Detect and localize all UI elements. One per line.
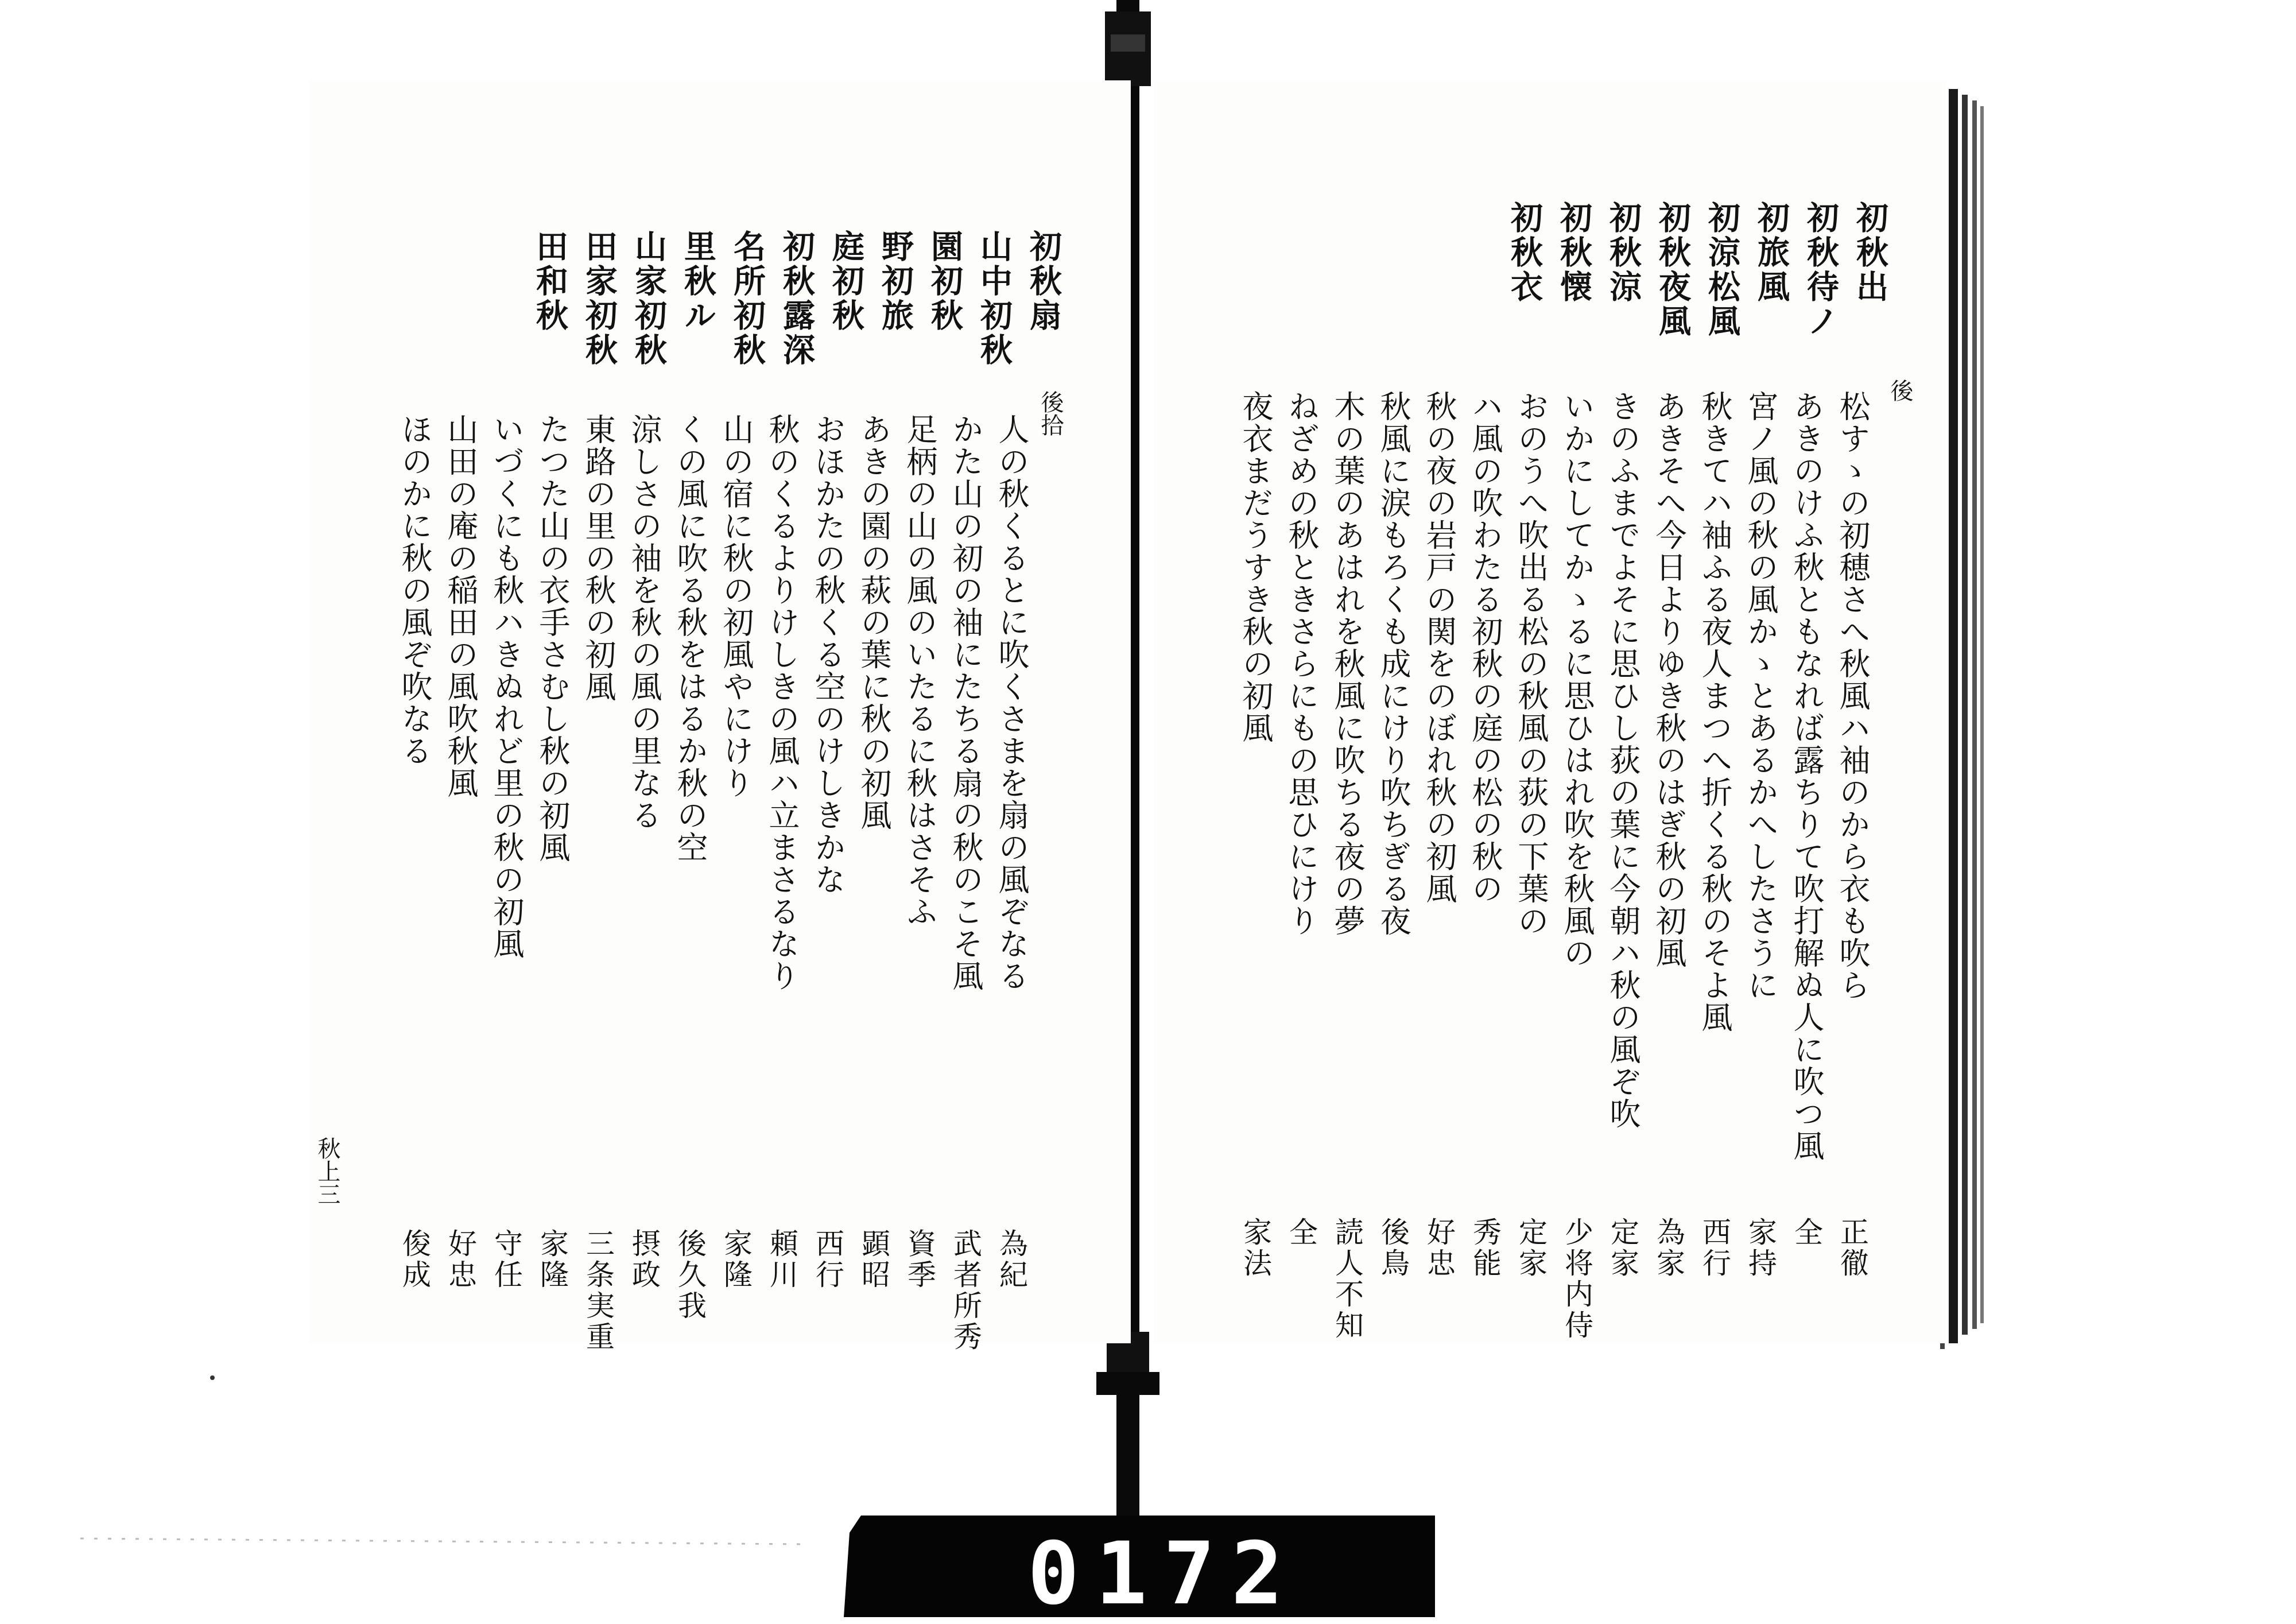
poem-text: くの風に吹る秋をはるか秋の空: [672, 413, 708, 863]
topic-heading: 田和秋: [531, 230, 569, 333]
topic-heading: 山中初秋: [975, 230, 1013, 367]
poem-author: 後鳥: [1376, 1217, 1410, 1279]
topic-heading: 初涼松風: [1703, 201, 1741, 339]
poem-author: 家持: [1744, 1217, 1777, 1279]
poem-author: 俊成: [398, 1228, 431, 1290]
poem-text: 涼しさの袖を秋の風の里なる: [626, 413, 662, 831]
poem-text: 宮ノ風の秋の風かゝとあるかへしたさうに: [1743, 390, 1779, 1001]
poem-author: 読人不知: [1331, 1217, 1364, 1341]
topic-heading: 初秋夜風: [1654, 201, 1692, 339]
poem-author: 正徹: [1836, 1217, 1869, 1279]
topic-heading: 初秋待ノ: [1802, 201, 1840, 339]
poem-author: 三条実重: [581, 1228, 615, 1352]
topic-heading: 初旅風: [1752, 201, 1790, 304]
poem-text: あきそへ今日よりゆき秋のはぎ秋の初風: [1651, 390, 1687, 969]
topic-heading: 初秋涼: [1604, 201, 1642, 304]
topic-heading: 初秋露深: [778, 230, 816, 367]
topic-heading: 野初旅: [876, 230, 914, 333]
topic-heading: 初秋懐: [1555, 201, 1593, 304]
poem-text: 人の秋くるとに吹くさまを扇の風ぞなる: [994, 413, 1030, 992]
topic-heading: 田家初秋: [580, 230, 618, 367]
poem-author: 守任: [490, 1228, 523, 1290]
poem-author: 武者所秀: [949, 1228, 982, 1352]
poem-text: 松すゝの初穂さへ秋風ハ袖のから衣も吹ら: [1835, 390, 1871, 1001]
topic-heading: 初秋出: [1851, 201, 1889, 304]
poem-text: 木の葉のあはれを秋風に吹ちる夜の夢: [1329, 390, 1366, 937]
poem-text: 山の宿に秋の初風やにけり: [718, 413, 754, 799]
poem-author: 資季: [903, 1228, 936, 1290]
poem-author: 家隆: [536, 1228, 569, 1290]
poem-author: 全: [1285, 1217, 1318, 1248]
poem-author: 好忠: [1422, 1217, 1456, 1279]
topic-heading: 名所初秋: [728, 230, 766, 367]
poem-text: あきのけふ秋ともなれば露ちりて吹打解ぬ人に吹つ風: [1789, 390, 1825, 1162]
left-page: [310, 80, 1131, 1352]
poem-author: 全: [1790, 1217, 1823, 1248]
poem-text: きのふまでよそに思ひし荻の葉に今朝ハ秋の風ぞ吹: [1605, 390, 1641, 1130]
poem-text: 夜衣まだうすき秋の初風: [1238, 390, 1274, 744]
poem-author: 少将内侍: [1560, 1217, 1593, 1341]
right-page: [1154, 80, 1946, 1343]
poem-author: 摂政: [627, 1228, 661, 1290]
poem-author: 頼川: [765, 1228, 798, 1290]
poem-text: たつた山の衣手さむし秋の初風: [534, 413, 571, 863]
topic-heading: 初秋衣: [1506, 201, 1543, 304]
poem-text: 山田の庵の稲田の風吹秋風: [443, 413, 479, 799]
poem-text: ハ風の吹わたる初秋の庭の松の秋の: [1467, 390, 1503, 905]
poem-text: 秋のくるよりけしきの風ハ立まさるなり: [764, 413, 800, 992]
topic-heading: 庭初秋: [827, 230, 865, 333]
poem-text: あきの園の萩の葉に秋の初風: [856, 413, 892, 831]
poem-author: 家法: [1239, 1217, 1272, 1279]
poem-author: 定家: [1514, 1217, 1548, 1279]
poem-author: 顕昭: [857, 1228, 890, 1290]
poem-text: 秋きてハ袖ふる夜人まつへ折くる秋のそよ風: [1697, 390, 1733, 1033]
topic-heading: 里秋ル: [679, 230, 717, 333]
poem-text: 足柄の山の風のいたるに秋はさそふ: [902, 413, 938, 928]
poem-text: 秋風に涙もろくも成にけり吹ちぎる夜: [1375, 390, 1411, 937]
poem-text: かた山の初の袖にたちる扇の秋のこそ風: [948, 413, 984, 992]
page-number: 0172: [1027, 1524, 1300, 1624]
poem-author: 後久我: [673, 1228, 707, 1321]
poem-author: 西行: [1698, 1217, 1731, 1279]
poem-author: 為紀: [995, 1228, 1028, 1290]
page-footer-label: 秋上三: [314, 1137, 340, 1206]
poem-author: 秀能: [1468, 1217, 1502, 1279]
poem-text: 秋の夜の岩戸の関をのぼれ秋の初風: [1421, 390, 1457, 905]
poem-text: ほのかに秋の風ぞ吹なる: [397, 413, 433, 767]
poem-author: 定家: [1606, 1217, 1639, 1279]
poem-author: 為家: [1652, 1217, 1685, 1279]
poem-text: 東路の里の秋の初風: [580, 413, 616, 703]
poem-text: いかにしてかゝるに思ひはれ吹を秋風の: [1559, 390, 1595, 969]
poem-text: おのうへ吹出る松の秋風の荻の下葉の: [1513, 390, 1549, 937]
poem-text: いづくにも秋ハきぬれど里の秋の初風: [488, 413, 525, 960]
poem-author: 西行: [811, 1228, 844, 1290]
right-header-mark: 後: [1887, 379, 1913, 402]
poem-author: 家隆: [719, 1228, 753, 1290]
left-header-mark: 後拾: [1037, 390, 1064, 436]
poem-text: ねざめの秋ときさらにもの思ひにけり: [1283, 390, 1320, 937]
poem-text: おほかたの秋くる空のけしきかな: [810, 413, 846, 896]
topic-heading: 山家初秋: [630, 230, 668, 367]
poem-author: 好忠: [444, 1228, 477, 1290]
topic-heading: 園初秋: [926, 230, 964, 333]
topic-heading: 初秋扇: [1025, 230, 1062, 333]
